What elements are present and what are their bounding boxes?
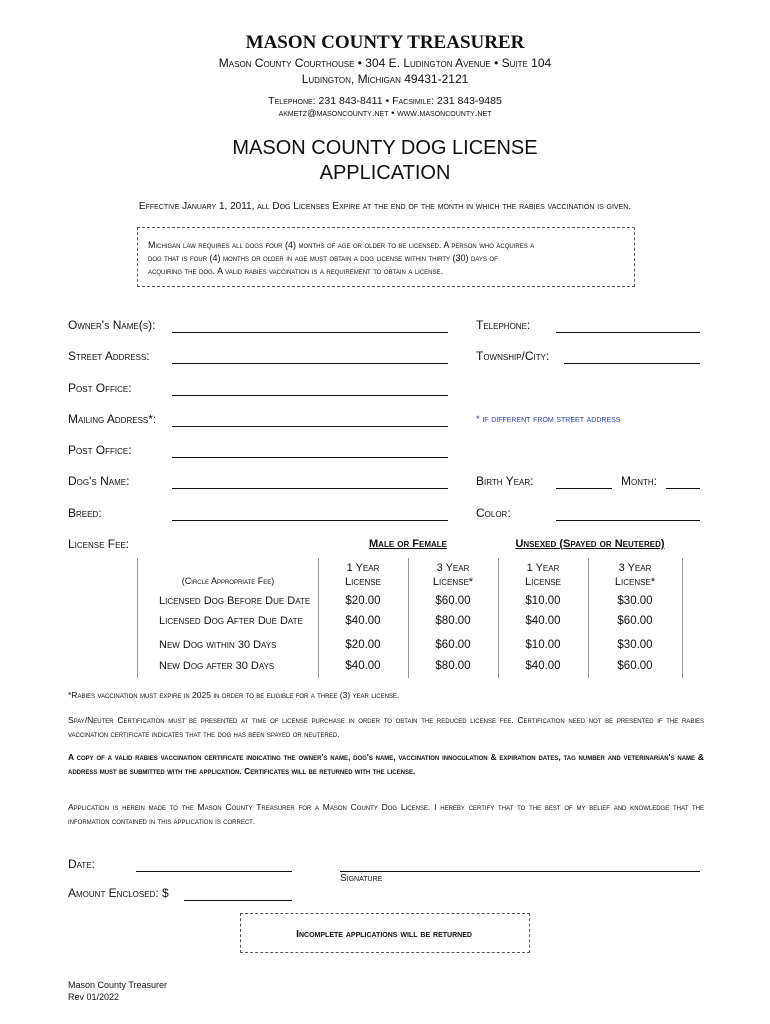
mailing-address-label: Mailing Address*: xyxy=(68,412,157,426)
owners-name-label: Owner's Name(s): xyxy=(68,318,156,332)
post-office-field-1[interactable] xyxy=(172,381,448,396)
form-title-line-2: APPLICATION xyxy=(319,162,451,184)
fee-row-label: Licensed Dog Before Due Date xyxy=(159,595,311,607)
col-header-4: 3 Year License* xyxy=(614,562,656,588)
fee-cell[interactable]: $40.00 xyxy=(525,660,561,672)
spay-neuter-note: Spay/Neuter Certification must be presented at time of license purchase in order to obtain the reduced license fee. Certification need not be presented if the rabies vaccination certificate indicates that the dog has been spayed or neutered. xyxy=(68,715,704,739)
copy-required-note: A copy of a valid rabies vaccination certificate indicating the owner's name, dog's name, vaccination innoculation & expiration dates, tag number and veterinarian's name & address must be submitted with the application. Certificates will be returned with the license. xyxy=(68,752,704,776)
color-field[interactable] xyxy=(556,506,700,521)
month-label: Month: xyxy=(621,474,657,488)
dogs-name-label: Dog's Name: xyxy=(68,474,130,488)
incomplete-warning: Incomplete applications will be returned xyxy=(296,928,472,940)
telephone-field[interactable] xyxy=(556,318,700,333)
fee-cell[interactable]: $80.00 xyxy=(435,660,471,672)
amount-enclosed-field[interactable] xyxy=(184,886,292,901)
fee-cell[interactable]: $10.00 xyxy=(525,639,561,651)
fee-cell[interactable]: $40.00 xyxy=(345,660,381,672)
form-title-line-1: MASON COUNTY DOG LICENSE xyxy=(232,137,538,159)
fee-cell[interactable]: $30.00 xyxy=(617,639,653,651)
col-header-2: 3 Year License* xyxy=(432,562,474,588)
telephone-label: Telephone: xyxy=(476,318,531,332)
group-male-female: Male or Female xyxy=(369,538,447,550)
license-fee-label: License Fee: xyxy=(68,537,130,551)
fee-cell[interactable]: $30.00 xyxy=(617,595,653,607)
owners-name-field[interactable] xyxy=(172,318,448,333)
footer-revision: Rev 01/2022 xyxy=(68,992,120,1002)
date-label: Date: xyxy=(68,857,95,871)
address-line-2: Ludington, Michigan 49431-2121 xyxy=(301,72,469,86)
circle-fee-note: (Circle Appropriate Fee) xyxy=(181,576,275,586)
rabies-note: *Rabies vaccination must expire in 2025 in order to be eligible for a three (3) year license. xyxy=(68,690,400,700)
signature-field[interactable] xyxy=(340,857,700,872)
township-city-label: Township/City: xyxy=(476,349,550,363)
fee-cell[interactable]: $60.00 xyxy=(617,615,653,627)
office-title: MASON COUNTY TREASURER xyxy=(245,32,525,53)
fee-cell[interactable]: $60.00 xyxy=(617,660,653,672)
post-office-label-2: Post Office: xyxy=(68,443,132,457)
post-office-label-1: Post Office: xyxy=(68,381,132,395)
post-office-field-2[interactable] xyxy=(172,443,448,458)
fee-row-label: New Dog within 30 Days xyxy=(159,639,277,651)
street-address-label: Street Address: xyxy=(68,349,150,363)
breed-label: Breed: xyxy=(68,506,102,520)
fee-cell[interactable]: $20.00 xyxy=(345,595,381,607)
fee-cell[interactable]: $40.00 xyxy=(525,615,561,627)
law-notice-line-3: acquiring the dog. A valid rabies vaccination is a requirement to obtain a license. xyxy=(148,266,444,276)
effective-note: Effective January 1, 2011, all Dog Licenses Expire at the end of the month in which the rabies vaccination is given. xyxy=(138,201,632,212)
col-header-1: 1 Year License xyxy=(345,562,381,588)
birth-year-label: Birth Year: xyxy=(476,474,534,488)
group-unsexed: Unsexed (Spayed or Neutered) xyxy=(515,538,665,550)
footer-office: Mason County Treasurer xyxy=(68,980,168,990)
col-header-3: 1 Year License xyxy=(525,562,561,588)
township-city-field[interactable] xyxy=(564,349,700,364)
fee-cell[interactable]: $80.00 xyxy=(435,615,471,627)
birth-year-field[interactable] xyxy=(556,474,612,489)
dogs-name-field[interactable] xyxy=(172,474,448,489)
mailing-address-note: * if different from street address xyxy=(476,414,621,425)
law-notice-line-2: dog that is four (4) months or older in age must obtain a dog license within thirty (30) days of xyxy=(148,253,498,263)
email-line: akmetz@masoncounty.net • www.masoncounty.net xyxy=(278,108,492,119)
fee-row-label: Licensed Dog After Due Date xyxy=(159,615,303,627)
address-line-1: Mason County Courthouse • 304 E. Ludington Avenue • Suite 104 xyxy=(218,56,552,70)
amount-enclosed-label: Amount Enclosed: $ xyxy=(68,886,169,900)
fee-cell[interactable]: $60.00 xyxy=(435,639,471,651)
fee-row-label: New Dog after 30 Days xyxy=(159,660,275,672)
breed-field[interactable] xyxy=(172,506,448,521)
fee-cell[interactable]: $10.00 xyxy=(525,595,561,607)
fee-cell[interactable]: $20.00 xyxy=(345,639,381,651)
month-field[interactable] xyxy=(666,474,700,489)
signature-label: Signature xyxy=(340,873,383,884)
fee-cell[interactable]: $40.00 xyxy=(345,615,381,627)
law-notice-line-1: Michigan law requires all dogs four (4) months of age or older to be licensed. A person who acquires a xyxy=(148,240,535,250)
fee-cell[interactable]: $60.00 xyxy=(435,595,471,607)
date-field[interactable] xyxy=(136,857,292,872)
color-label: Color: xyxy=(476,506,511,520)
certify-note: Application is herein made to the Mason County Treasurer for a Mason County Dog License. I hereby certify that to the best of my belief and knowledge that the information contained in this application is correct. xyxy=(68,802,704,826)
mailing-address-field[interactable] xyxy=(172,412,448,427)
street-address-field[interactable] xyxy=(172,349,448,364)
phone-line: Telephone: 231 843-8411 • Facsimile: 231 843-9485 xyxy=(268,95,502,107)
